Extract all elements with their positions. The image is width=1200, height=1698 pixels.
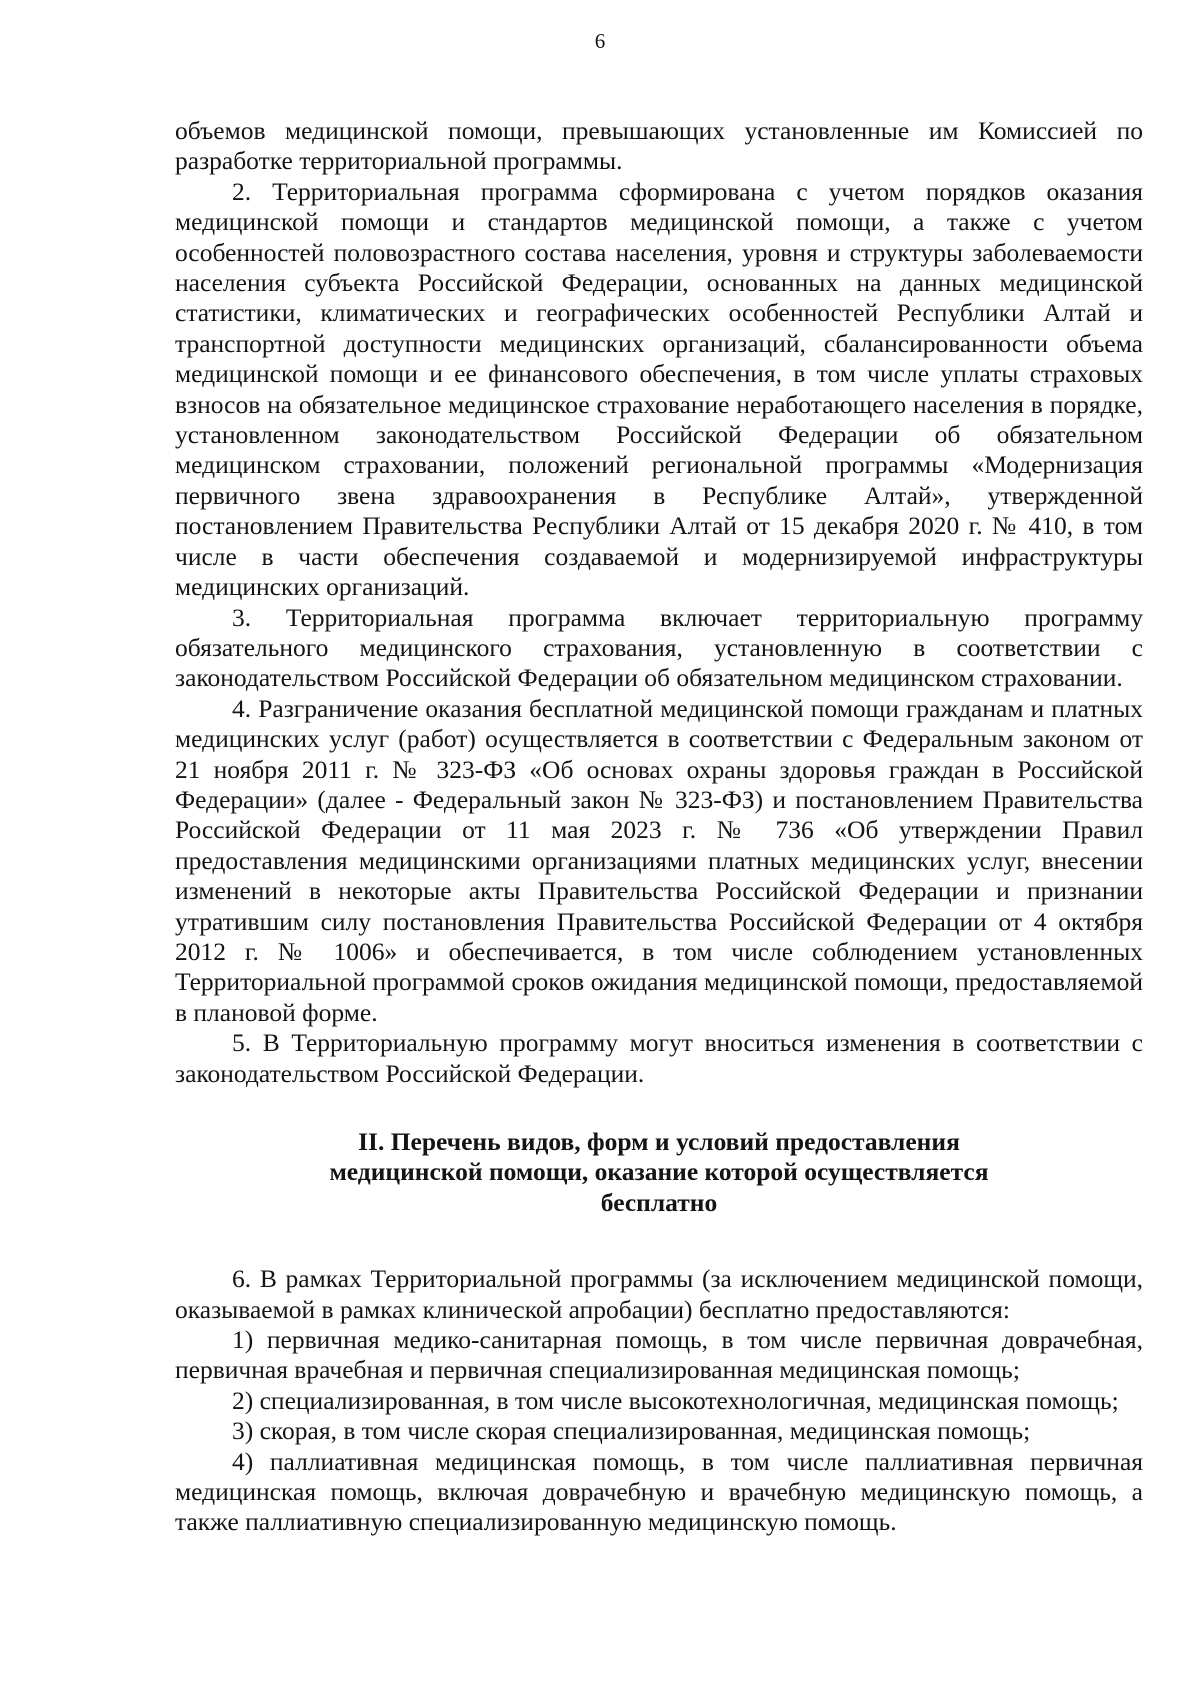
section-heading bbox=[175, 1127, 1143, 1218]
paragraph-4: 4. Разграничение оказания бесплатной медицинской помощи гражданам и платных медицинских услуг (работ) осуществляется в соответствии с Федеральным законом от 21 ноября 2011 г. № 323-ФЗ «Об основах охраны здоровья граждан в Российской Федерации» (далее - Федеральный закон № 323-ФЗ) и постановлением Правительства Российской Федерации от 11 мая 2023 г. № 736 «Об утверждении Правил предоставления медицинскими организациями платных медицинских услуг, внесении изменений в некоторые акты Правительства Российской Федерации и признании утратившим силу постановления Правительства Российской Федерации от 4 октября 2012 г. № 1006» и обеспечивается, в том числе соблюдением установленных Территориальной программой сроков ожидания медицинской помощи, предоставляемой в плановой форме. bbox=[175, 693, 1143, 1027]
list-item-2: 2) специализированная, в том числе высокотехнологичная, медицинская помощь; bbox=[232, 1385, 1119, 1415]
paragraph-6: 6. В рамках Территориальной программы (за исключением медицинской помощи, оказываемой в рамках клинической апробации) бесплатно предоставляются: bbox=[175, 1264, 1143, 1324]
document-body bbox=[175, 116, 1143, 1538]
section-heading-line: II. Перечень видов, форм и условий предоставления bbox=[358, 1127, 960, 1156]
paragraph-5: 5. В Территориальную программу могут вноситься изменения в соответствии с законодательством Российской Федерации. bbox=[175, 1028, 1143, 1088]
paragraph-3: 3. Территориальная программа включает территориальную программу обязательного медицинского страхования, установленную в соответствии с законодательством Российской Федерации об обязательном медицинском страховании. bbox=[175, 602, 1143, 693]
section-heading-line: медицинской помощи, оказание которой осуществляется bbox=[329, 1157, 989, 1187]
list-item-1: 1) первичная медико-санитарная помощь, в том числе первичная доврачебная, первичная врачебная и первичная специализированная медицинская помощь; bbox=[175, 1325, 1143, 1385]
page-number: 6 bbox=[594, 29, 606, 53]
paragraph-2: 2. Территориальная программа сформирована с учетом порядков оказания медицинской помощи и стандартов медицинской помощи, а также с учетом особенностей половозрастного состава населения, уровня и структуры заболеваемости населения субъекта Российской Федерации, основанных на данных медицинской статистики, климатических и географических особенностей Республики Алтай и транспортной доступности медицинских организаций, сбалансированности объема медицинской помощи и ее финансового обеспечения, в том числе уплаты страховых взносов на обязательное медицинское страхование неработающего населения в порядке, установленном законодательством Российской Федерации об обязательном медицинском страховании, положений региональной программы «Модернизация первичного звена здравоохранения в Республике Алтай», утвержденной постановлением Правительства Республики Алтай от 15 декабря 2020 г. № 410, в том числе в части обеспечения создаваемой и модернизируемой инфраструктуры медицинских организаций. bbox=[175, 176, 1143, 602]
section-heading-line: бесплатно bbox=[600, 1187, 718, 1217]
list-item-3: 3) скорая, в том числе скорая специализированная, медицинская помощь; bbox=[232, 1416, 1031, 1446]
paragraph-continuation: объемов медицинской помощи, превышающих установленные им Комиссией по разработке территориальной программы. bbox=[175, 116, 1143, 176]
list-item-4: 4) паллиативная медицинская помощь, в том числе паллиативная первичная медицинская помощь, включая доврачебную и врачебную медицинскую помощь, а также паллиативную специализированную медицинскую помощь. bbox=[175, 1446, 1143, 1537]
